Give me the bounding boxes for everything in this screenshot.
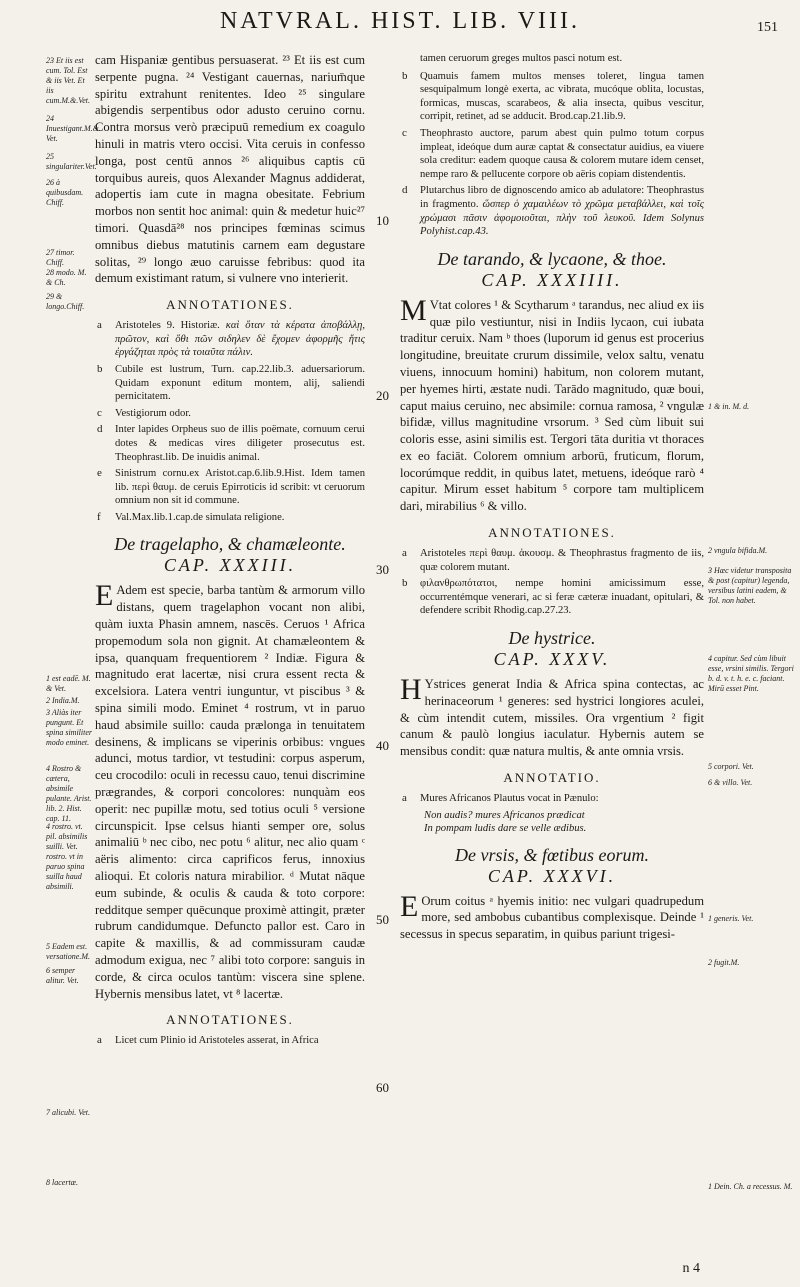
annotation-key: b <box>97 362 103 375</box>
annotations-list <box>400 70 704 239</box>
margin-note: 6 & villo. Vet. <box>708 778 753 787</box>
margin-note: 4 Rostro & cætera, absimile pulante. Arist. lib. 2. Hist. cap. 11. <box>46 764 92 823</box>
margin-note: 1 generis. Vet. <box>708 914 754 923</box>
chapter-number: CAP. XXXIIII. <box>481 269 623 290</box>
annotation-item <box>400 547 704 574</box>
annotation-key: a <box>97 1034 102 1047</box>
annotation-item <box>95 511 365 525</box>
annotation-text: Cubile est lustrum, Turn. cap.22.lib.3. aduersariorum. Quidam exponunt editum montem, alij, saliendi pernicitatem. <box>115 363 365 403</box>
annotations-list <box>95 319 365 524</box>
line-numbers <box>376 0 400 1287</box>
chapter-number: CAP. XXXV. <box>493 649 611 670</box>
annotation-text: Vestigiorum odor. <box>115 407 191 419</box>
margin-note: 4 rostro. vt. pil. absimilis suilli. Vet. rostro. vt in paruo spina suilla haud absimili. <box>46 822 88 891</box>
annotation-key: b <box>402 69 408 82</box>
margin-note: 2 vngula bifida.M. <box>708 546 768 555</box>
margin-note: 3 Hæc videtur transposita & post (capitur) legenda, versibus latini eadem, & Tol. non habet. <box>708 566 792 605</box>
annotations-heading: ANNOTATIONES. <box>166 297 294 313</box>
annotation-key: a <box>97 319 102 332</box>
margin-note: 6 semper alitur. Vet. <box>46 966 79 985</box>
annotation-key: f <box>97 510 101 523</box>
catchword: n 4 <box>682 1261 700 1276</box>
margin-note: 27 timor. Chiff. <box>46 248 75 267</box>
line-number: 30 <box>376 562 389 577</box>
right-marginalia <box>708 52 798 1262</box>
margin-note: 4 capitur. Sed cùm libuit esse, vrsini similis. Tergori b. d. v. t. h. e. c. faciant. Mirū esset Pint. <box>708 654 794 693</box>
chapter-number: CAP. XXXVI. <box>487 865 617 886</box>
margin-note: 1 & in. M. d. <box>708 402 750 411</box>
line-number: 20 <box>376 388 389 403</box>
margin-note: 25 singulariter.Vet. <box>46 152 97 171</box>
annotation-key: c <box>402 126 407 139</box>
annotation-item <box>95 363 365 404</box>
annotation-item <box>95 407 365 421</box>
annotation-text: Val.Max.lib.1.cap.de simulata religione. <box>115 511 285 523</box>
annotations-list <box>95 1034 365 1048</box>
margin-note: 29 & longo.Chiff. <box>46 292 85 311</box>
annotation-item <box>400 184 704 238</box>
annotation-item <box>400 127 704 181</box>
annotation-key: b <box>402 577 408 590</box>
margin-note: 2 India.M. <box>46 696 80 705</box>
annotation-key: a <box>402 792 407 805</box>
chapter-title: De tragelapho, & chamæleonte. <box>114 534 346 555</box>
chapter-number: CAP. XXXIII. <box>163 555 297 576</box>
greek-quote: ὥσπερ ὁ χαμαιλέων τὸ χρῶμα μεταβάλλει, καὶ τοῖς χρώμασι πᾶσιν ἀφομοιοῦται, πλὴν τοῦ λευκοῦ. Idem Solynus Polyhist.cap.43. <box>420 198 704 238</box>
annotation-text: Plutarchus libro de dignoscendo amico ab adulatore: Theophrastus in fragmento. <box>420 185 704 210</box>
annotation-text: Aristoteles 9. Historiæ. <box>115 320 220 332</box>
right-column <box>400 52 704 947</box>
chapter-title: De hystrice. <box>508 628 596 649</box>
annotation-text: Sinistrum cornu.ex Aristot.cap.6.lib.9.Hist. Idem tamen lib. περὶ θαυμ. de ceruis Epirroticis id scribit: vt ceruorum omnium non sit id commune. <box>115 468 365 507</box>
margin-note: 23 Et iis est cum. Tol. Est & iis Vet. Et iis cum.M.&.Vet. <box>46 56 90 105</box>
margin-note: 28 modo. M. & Ch. <box>46 268 87 287</box>
page-number: 151 <box>757 20 778 35</box>
verse-line: Non audis? mures Africanos prædicat <box>424 809 585 821</box>
margin-note: 5 Eadem est. versatione.M. <box>46 942 90 961</box>
running-head: NATVRAL. HIST. LIB. VIII. <box>219 8 581 34</box>
annotations-heading: ANNOTATIONES. <box>488 525 616 541</box>
annotation-item <box>400 577 704 618</box>
margin-note: 7 alicubi. Vet. <box>46 1108 90 1117</box>
margin-note: 3 Aliàs iter pungunt. Et spina similiter modo eminet. <box>46 708 93 747</box>
annotation-continuation: tamen ceruorum greges multos pasci notum est. <box>420 53 623 64</box>
annotation-text: Licet cum Plinio id Aristoteles asserat, in Africa <box>115 1035 319 1047</box>
annotation-text: Theophrasto auctore, parum abest quin pulmo totum corpus impleat, ideóque dum auræ captat & consectatur auidius, ea viuere sola creditur: eadem quoque causa & colorem mutare idem censet, nempe raro & pellucente corpore ob aëris copiam distendentis. <box>420 127 704 180</box>
chapter-text: EOrum coitus ᵃ hyemis initio: nec vulgari quadrupedum more, sed ambobus cubantibus complexisque. Deinde ¹ secessus in specus separatim, in quibus pariunt trigesi- <box>400 889 704 942</box>
chapter-text: EAdem est specie, barba tantùm & armorum villo distans, quem tragelaphon vocant non alibi, quàm iuxta Phasin amnem, nascēs. Ceruos ¹ Africa propemodum sola non gignit. At chamæleontem & ipsa, quanquam frequentiorem ² Indiæ. Figura & magnitudo erat lacertæ, nisi crura essent recta & excelsiora. Latera ventri iunguntur, vt piscibus ³ & spina simili modo. Eminet ⁴ rostrum, vt in paruo haud absimile suillo: cauda prælonga in tenuitatem desinens, & implicans se viperinis orbibus: vngues adunci, motus tardior, vt testudini: corpus asperum, ceu crocodilo: oculi in recessu cauo, tenui discrimine prægrandes, & corpori concolores: nunquàm eos operit: nec pupillæ motu, sed totius oculi ⁵ versione circunspicit. Ipse celsus hianti semper ore, solus animaliū ᵇ nec cibo, nec potu ⁶ alitur, nec alio quam ᶜ aëris alimento: circa caprificos ferus, innoxius alioqui. Et coloris natura mirabilior. ᵈ Mutat nāque eum subinde, & oculis & cauda & toto corpore: redditque semper quēcunque proximè attingit, præter rubrum candidumque. Defuncto pallor est. Caro in capite & maxillis, & ad commissuram caudæ admodum exigua, nec ⁷ alibi toto corpore: sanguis in corde, & circa oculos tantùm: viscera sine splene. Hybernis mensibus latet, vt ⁸ lacertæ. <box>95 579 365 1001</box>
annotation-text: Inter lapides Orpheus suo de illis poëmate, cornuum cerui dotes & medicas vires diligeter prosecutus est. Theophrast.lib. De inuidis animal. <box>115 424 365 463</box>
chapter-title: De vrsis, & fœtibus eorum. <box>454 844 649 865</box>
annotation-key: d <box>97 423 103 436</box>
annotatio-heading: ANNOTATIO. <box>503 770 601 786</box>
annotation-key: d <box>402 184 408 197</box>
line-number: 10 <box>376 213 389 228</box>
greek-quote: καὶ ὅταν τὰ κέρατα ἀποβάλλῃ, πρῶτον, καὶ ὅθι πῶν σιδηλεν δὲ ἔχομεν ἀφορμῆς ἥτις ἐργάζηται πρὸς τὰ τοιαῦτα πάλιν. <box>115 320 365 359</box>
annotations-list <box>400 792 704 806</box>
annotation-item <box>95 1034 365 1048</box>
paragraph-ceruis: cam Hispaniæ gentibus persuaserat. ²³ Et iis est cum serpente pugna. ²⁴ Vestigant cauernas, narium̄que spiritu extrahunt renitentes. Ideo ²⁵ singulare abigendis serpentibus odor adusto ceruino cornu. Contra morsus verò præcipuū remedium ex coagulo hinuli in matris vtero occisi. Vita ceruis in confesso longa, post centū annos ²⁶ aliquibus captis cū torquibus aureis, quos Alexander Magnus addiderat, adopertis iam cute in magna obesitate. Febrium morbos non sentit hoc animal: quin & medetur huic²⁷ timori. Quasdā²⁸ nos principes fœminas scimus omnibus diebus matutinis carnem eam degustare solitas, ²⁹ longo æuo caruisse febribus: quod ita demum existimant ratum, si vulnere vno interierit. <box>95 53 365 286</box>
line-number: 50 <box>376 912 389 927</box>
margin-note: 26 à quibusdam. Chiff. <box>46 178 84 207</box>
annotation-item <box>95 319 365 360</box>
annotations-list <box>400 547 704 618</box>
annotation-key: a <box>402 547 407 560</box>
annotation-text: Aristoteles περὶ θαυμ. ἀκουσμ. & Theophrastus fragmento de iis, quæ colorem mutant. <box>420 548 704 573</box>
chapter-text: HYstrices generat India & Africa spina contectas, ac herinaceorum ¹ generes: sed hystrici longiores aculei, & cùm intendit cutem, missiles. Ora vrgentium ² figit canum & paulò longius iaculatur. Hybernis autem se mensibus condit: quæ natura multis, & ante omnia vrsis. <box>400 673 704 759</box>
annotation-key: e <box>97 467 102 480</box>
left-marginalia <box>46 52 101 1262</box>
line-number: 60 <box>376 1080 389 1095</box>
annotation-item <box>400 70 704 124</box>
margin-note: 24 Inuestigant.M.&. Vet. <box>46 114 101 143</box>
margin-note: 5 corpori. Vet. <box>708 762 754 771</box>
left-column <box>95 52 365 1051</box>
chapter-text: MVtat colores ¹ & Scytharum ᵃ tarandus, nec aliud ex iis quæ pilo vestiuntur, nisi in Indiis lycaon, cui iubata traditur ceruix. Nam ᵇ thoes (luporum id genus est procerius longitudine, breuitate crurum dissimile, velox saltu, venatu viuens, innocuum homini) habitum, non colorem mutant, per hyemes hirti, æstate nudi. Tarādo magnitudo, quæ boui, caput maius ceruino, nec absimile: cornua ramosa, ² vngulæ bifidæ, villus magnitudine vrsorum. ³ Sed cùm libuit sui coloris esse, asini similis est. Tergori tāta duritia vt thoraces ex eo faciāt. Colorem omnium arborū, fruticum, florum, locorúmque reddit, in quibus latet, metuens, ideóque rarò ⁴ capitur. Mirum esset habitum ⁵ corpore tam multiplicem dari, mirabilius ⁶ & villo. <box>400 293 704 514</box>
annotations-heading: ANNOTATIONES. <box>166 1012 294 1028</box>
margin-note: 2 fugit.M. <box>708 958 740 967</box>
line-number: 40 <box>376 738 389 753</box>
annotation-item <box>400 792 704 806</box>
annotation-text: φιλανθρωπότατοι, nempe homini amicissimum esse, occurrentémque venerari, ac si feræ cæteræ inuadant, opitulari, & defendere scribit Rhodig.cap.27.23. <box>420 578 704 617</box>
annotation-text: Mures Africanos Plautus vocat in Pænulo: <box>420 793 599 805</box>
annotation-item <box>95 423 365 464</box>
chapter-title: De tarando, & lycaone, & thoe. <box>437 248 667 269</box>
margin-note: 1 Dein. Ch. a recessus. M. <box>708 1182 793 1191</box>
annotation-item <box>95 467 365 508</box>
verse-line: In pompam ludis dare se velle ædibus. <box>424 822 587 834</box>
annotation-key: c <box>97 406 102 419</box>
annotation-text: Quamuis famem multos menses toleret, lingua tamen sesquipalmum longè exerta, ac vibrata, mucóque oblita, locustas, formicas, muscas, scarabeos, & alia insecta, quibus vescitur, corripit, retinet, ad se adducit. Brod.cap.21.lib.9. <box>420 70 704 123</box>
margin-note: 8 lacertæ. <box>46 1178 78 1187</box>
margin-note: 1 est eadē. M. & Vet. <box>46 674 91 693</box>
